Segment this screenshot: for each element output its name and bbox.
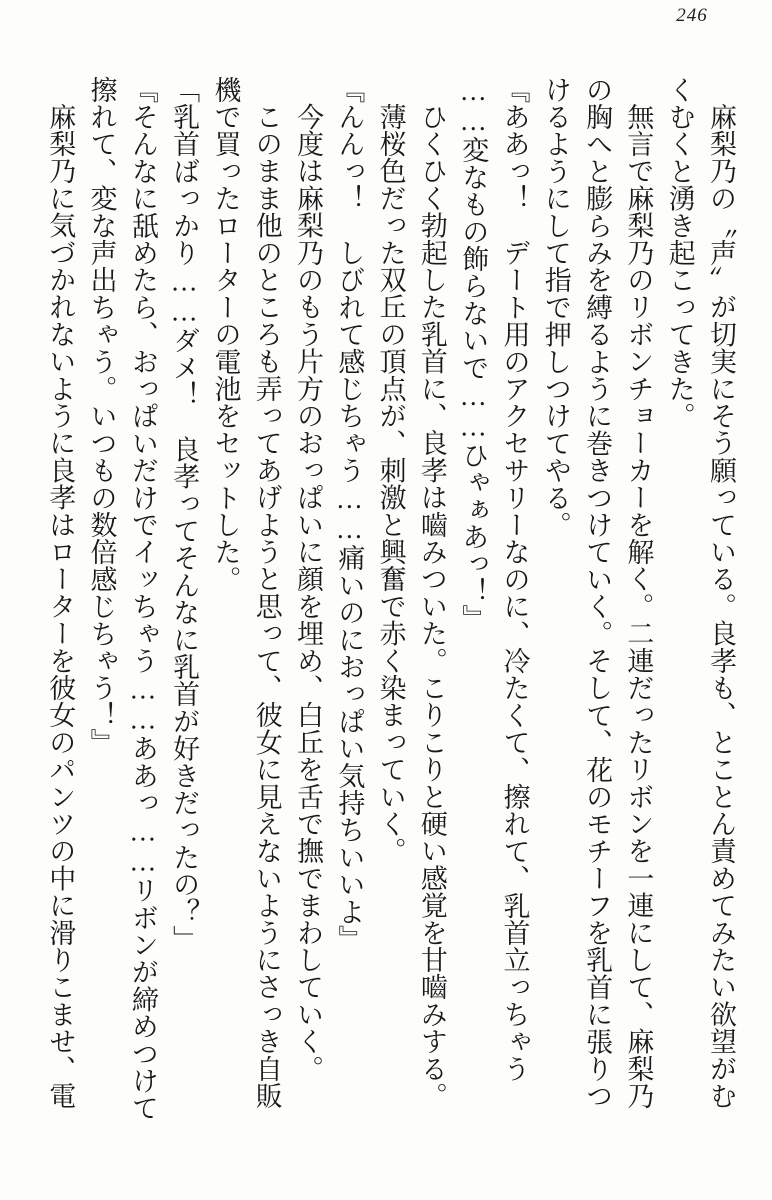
text-line-16: 擦れて、変な声出ちゃう。いつもの数倍感じちゃう！』 xyxy=(86,76,117,756)
text-line-5: けるようにして指で押しつけてやる。 xyxy=(540,76,571,539)
text-line-9: 薄桜色だった双丘の頂点が、刺激と興奮で赤く染まっていく。 xyxy=(375,103,406,865)
text-line-7: ……変なもの飾らないで……ひゃぁあっ！』 xyxy=(458,76,489,632)
text-line-3: 無言で麻梨乃のリボンチョーカーを解く。二連だったリボンを一連にして、麻梨乃 xyxy=(623,103,654,1110)
text-line-4: の胸へと膨らみを縛るように巻きつけていく。そして、花のモチーフを乳首に張りつ xyxy=(582,76,613,1110)
text-line-15: 『そんなに舐めたら、おっぱいだけでイッちゃう……ああっ……リボンが締めつけて xyxy=(127,76,158,1122)
text-line-11: 今度は麻梨乃のもう片方のおっぱいに顔を埋め、白丘を舌で撫でまわしていく。 xyxy=(293,103,324,1083)
text-line-1: 麻梨乃の〝声〟が切実にそう願っている。良孝も、とことん責めてみたい欲望がむ xyxy=(706,103,736,1110)
text-line-14: 「乳首ばっかり……ダメ！ 良孝ってそんなに乳首が好きだったの？」 xyxy=(169,76,200,953)
text-line-13: 機で買ったローターの電池をセットした。 xyxy=(210,76,241,593)
page-number: 246 xyxy=(676,5,708,26)
text-line-17: 麻梨乃に気づかれないように良孝はローターを彼女のパンツの中に滑りこませ、電 xyxy=(45,103,76,1110)
text-line-8: ひくひく勃起した乳首に、良孝は嚙みついた。こりこりと硬い感覚を甘嚙みする。 xyxy=(416,103,447,1110)
text-line-2: くむくと湧き起こってきた。 xyxy=(664,76,695,430)
text-line-12: このまま他のところも弄ってあげようと思って、彼女に見えないようにさっき自販 xyxy=(251,103,282,1110)
text-line-10: 『んんっ！ しびれて感じちゃう……痛いのにおっぱい気持ちいいよ』 xyxy=(334,76,365,953)
text-line-6: 『ああっ！ デート用のアクセサリーなのに、冷たくて、擦れて、乳首立っちゃう xyxy=(499,76,530,1083)
vertical-text-block xyxy=(39,76,741,1126)
